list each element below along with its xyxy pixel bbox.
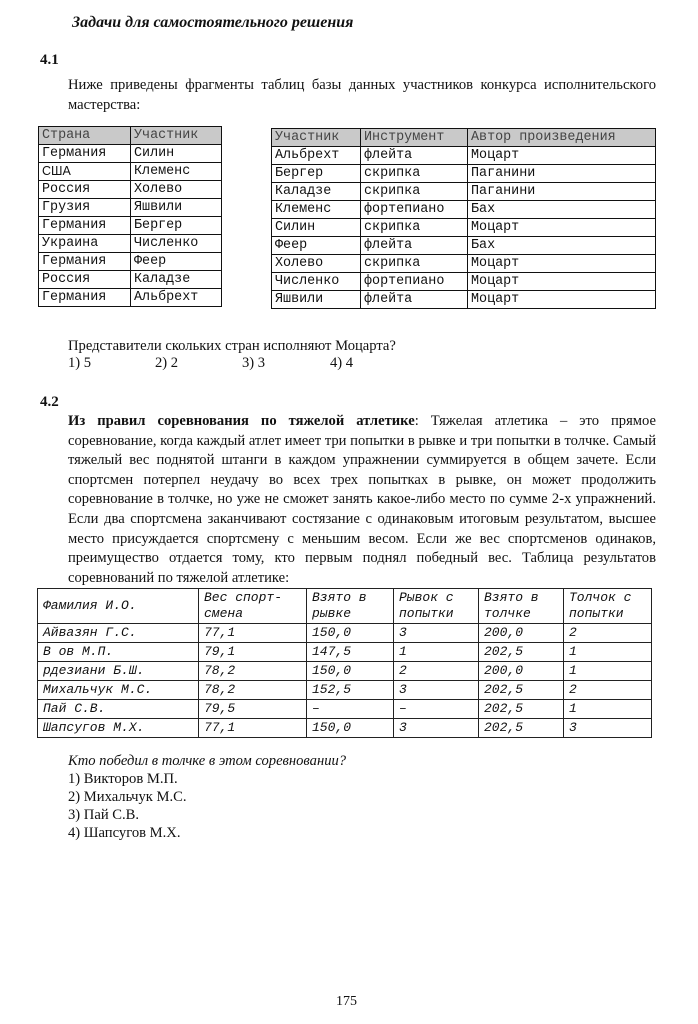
cell: 1 xyxy=(564,700,652,719)
cell: 3 xyxy=(394,719,479,738)
cell: Россия xyxy=(39,181,131,199)
table-row xyxy=(38,624,652,643)
cell: – xyxy=(307,700,394,719)
cell: Германия xyxy=(39,253,131,271)
table-row xyxy=(38,643,652,662)
cell: фортепиано xyxy=(361,273,468,291)
cell: Каладзе xyxy=(272,183,361,201)
cell: Россия xyxy=(39,271,131,289)
task-4-1-intro: Ниже приведены фрагменты таблиц базы данных участников конкурса исполнительского мастерства: xyxy=(68,77,656,113)
cell: В ов М.П. xyxy=(38,643,199,662)
cell: 78,2 xyxy=(199,681,307,700)
cell: Численко xyxy=(131,235,222,253)
cell: Украина xyxy=(39,235,131,253)
cell: Бергер xyxy=(131,217,222,235)
table-row xyxy=(39,181,222,199)
answer-option: 3) 3 xyxy=(242,355,266,371)
cell: Грузия xyxy=(39,199,131,217)
cell: США xyxy=(39,163,131,181)
cell: Альбрехт xyxy=(131,289,222,307)
header-cell: Рывок с попытки xyxy=(394,589,479,624)
table-row xyxy=(39,199,222,217)
cell: скрипка xyxy=(361,255,468,273)
rules-heading: Из правил соревнования по тяжелой атлетике xyxy=(68,413,415,429)
cell: Пай С.В. xyxy=(38,700,199,719)
cell: рдезиани Б.Ш. xyxy=(38,662,199,681)
cell: Клеменс xyxy=(272,201,361,219)
table-row xyxy=(39,145,222,163)
cell: флейта xyxy=(361,147,468,165)
cell: 150,0 xyxy=(307,719,394,738)
table-row xyxy=(272,273,656,291)
cell: Яшвили xyxy=(272,291,361,309)
cell: Моцарт xyxy=(468,291,656,309)
task-4-2-rules xyxy=(68,412,656,588)
cell: 1 xyxy=(564,643,652,662)
cell: Феер xyxy=(131,253,222,271)
table-row xyxy=(39,217,222,235)
cell: Моцарт xyxy=(468,219,656,237)
cell: 150,0 xyxy=(307,624,394,643)
table-row xyxy=(39,253,222,271)
cell: Моцарт xyxy=(468,147,656,165)
cell: скрипка xyxy=(361,219,468,237)
table-row xyxy=(39,163,222,181)
cell: 77,1 xyxy=(199,624,307,643)
cell: 2 xyxy=(564,624,652,643)
cell: флейта xyxy=(361,237,468,255)
answer-option: 2) 2 xyxy=(155,355,179,371)
task-4-2-question-block xyxy=(68,752,346,842)
cell: 202,5 xyxy=(479,700,564,719)
cell: скрипка xyxy=(361,165,468,183)
cell: Бах xyxy=(468,237,656,255)
table-row xyxy=(38,681,652,700)
cell: 2 xyxy=(564,681,652,700)
table-row xyxy=(272,147,656,165)
cell: Михальчук М.С. xyxy=(38,681,199,700)
cell: Бах xyxy=(468,201,656,219)
cell: 200,0 xyxy=(479,662,564,681)
table-row xyxy=(38,719,652,738)
cell: 79,1 xyxy=(199,643,307,662)
answer-option: 1) Викторов М.П. xyxy=(68,771,178,787)
cell: Альбрехт xyxy=(272,147,361,165)
cell: Паганини xyxy=(468,183,656,201)
cell: 200,0 xyxy=(479,624,564,643)
table-header-row xyxy=(38,589,652,624)
table-row xyxy=(38,662,652,681)
cell: Численко xyxy=(272,273,361,291)
header-cell: Взято в рывке xyxy=(307,589,394,624)
task-number-4-1: 4.1 xyxy=(40,52,59,68)
cell: Моцарт xyxy=(468,273,656,291)
cell: 152,5 xyxy=(307,681,394,700)
header-cell: Страна xyxy=(39,127,131,145)
table-row xyxy=(272,183,656,201)
rules-text: : Тяжелая атлетика – это прямое соревнование, когда каждый атлет имеет три попытки в рывке и три попытки в толчке. Самый тяжелый вес поднятой штанги в каждом упражнении суммируется в общем зачете. Если спортсмен потерпел неудачу во всех трех попытках в рывке, он может продолжить соревнование в толчке, но уже не сможет занять какое-либо место по сумме 2-х упражнений. Если два спортсмена заканчивают состязание с одинаковым итоговым результатом, высшее место присуждается спортсмену с меньшим весом. Если же вес спортсменов одинаков, преимущество отдается тому, кто первым поднял победный вес. Таблица результатов соревнований по тяжелой атлетике: xyxy=(68,413,656,586)
answer-option: 3) Пай С.В. xyxy=(68,807,140,823)
cell: Холево xyxy=(272,255,361,273)
cell: Силин xyxy=(131,145,222,163)
table-row xyxy=(272,219,656,237)
cell: 3 xyxy=(394,624,479,643)
results-table xyxy=(37,588,652,738)
instruments-table xyxy=(271,128,656,309)
cell: 147,5 xyxy=(307,643,394,662)
cell: 1 xyxy=(394,643,479,662)
task-4-1-question: Представители скольких стран исполняют Моцарта? xyxy=(68,338,396,354)
cell: Айвазян Г.С. xyxy=(38,624,199,643)
cell: – xyxy=(394,700,479,719)
answer-option: 1) 5 xyxy=(68,355,92,371)
cell: Германия xyxy=(39,145,131,163)
table-header-row xyxy=(272,129,656,147)
cell: Клеменс xyxy=(131,163,222,181)
task-4-2-question: Кто победил в толчке в этом соревновании? xyxy=(68,753,347,769)
cell: Холево xyxy=(131,181,222,199)
table-row xyxy=(272,291,656,309)
table-row xyxy=(272,165,656,183)
table-row xyxy=(39,235,222,253)
header-cell: Взято в толчке xyxy=(479,589,564,624)
cell: 202,5 xyxy=(479,681,564,700)
cell: 202,5 xyxy=(479,719,564,738)
cell: Каладзе xyxy=(131,271,222,289)
cell: 202,5 xyxy=(479,643,564,662)
cell: Моцарт xyxy=(468,255,656,273)
cell: 2 xyxy=(394,662,479,681)
cell: 3 xyxy=(564,719,652,738)
answer-option: 2) Михальчук М.С. xyxy=(68,789,187,805)
cell: Германия xyxy=(39,289,131,307)
cell: скрипка xyxy=(361,183,468,201)
cell: Бергер xyxy=(272,165,361,183)
table-row xyxy=(39,289,222,307)
cell: 77,1 xyxy=(199,719,307,738)
cell: Яшвили xyxy=(131,199,222,217)
cell: 79,5 xyxy=(199,700,307,719)
answer-option: 4) Шапсугов М.Х. xyxy=(68,825,181,841)
task-number-4-2: 4.2 xyxy=(40,394,59,410)
cell: Паганини xyxy=(468,165,656,183)
cell: 78,2 xyxy=(199,662,307,681)
cell: Германия xyxy=(39,217,131,235)
header-cell: Участник xyxy=(131,127,222,145)
page-number: 175 xyxy=(336,994,357,1009)
header-cell: Вес спорт-смена xyxy=(199,589,307,624)
cell: Шапсугов М.Х. xyxy=(38,719,199,738)
header-cell: Автор произведения xyxy=(468,129,656,147)
table-header-row xyxy=(39,127,222,145)
header-cell: Участник xyxy=(272,129,361,147)
table-row xyxy=(272,237,656,255)
cell: 1 xyxy=(564,662,652,681)
header-cell: Толчок с попытки xyxy=(564,589,652,624)
header-cell: Инструмент xyxy=(361,129,468,147)
answer-option: 4) 4 xyxy=(330,355,354,371)
cell: 150,0 xyxy=(307,662,394,681)
header-cell: Фамилия И.О. xyxy=(38,589,199,624)
countries-table xyxy=(38,126,222,307)
cell: 3 xyxy=(394,681,479,700)
cell: фортепиано xyxy=(361,201,468,219)
table-row xyxy=(272,201,656,219)
cell: Силин xyxy=(272,219,361,237)
section-title: Задачи для самостоятельного решения xyxy=(72,14,354,31)
table-row xyxy=(272,255,656,273)
table-row xyxy=(39,271,222,289)
cell: флейта xyxy=(361,291,468,309)
cell: Феер xyxy=(272,237,361,255)
table-row xyxy=(38,700,652,719)
